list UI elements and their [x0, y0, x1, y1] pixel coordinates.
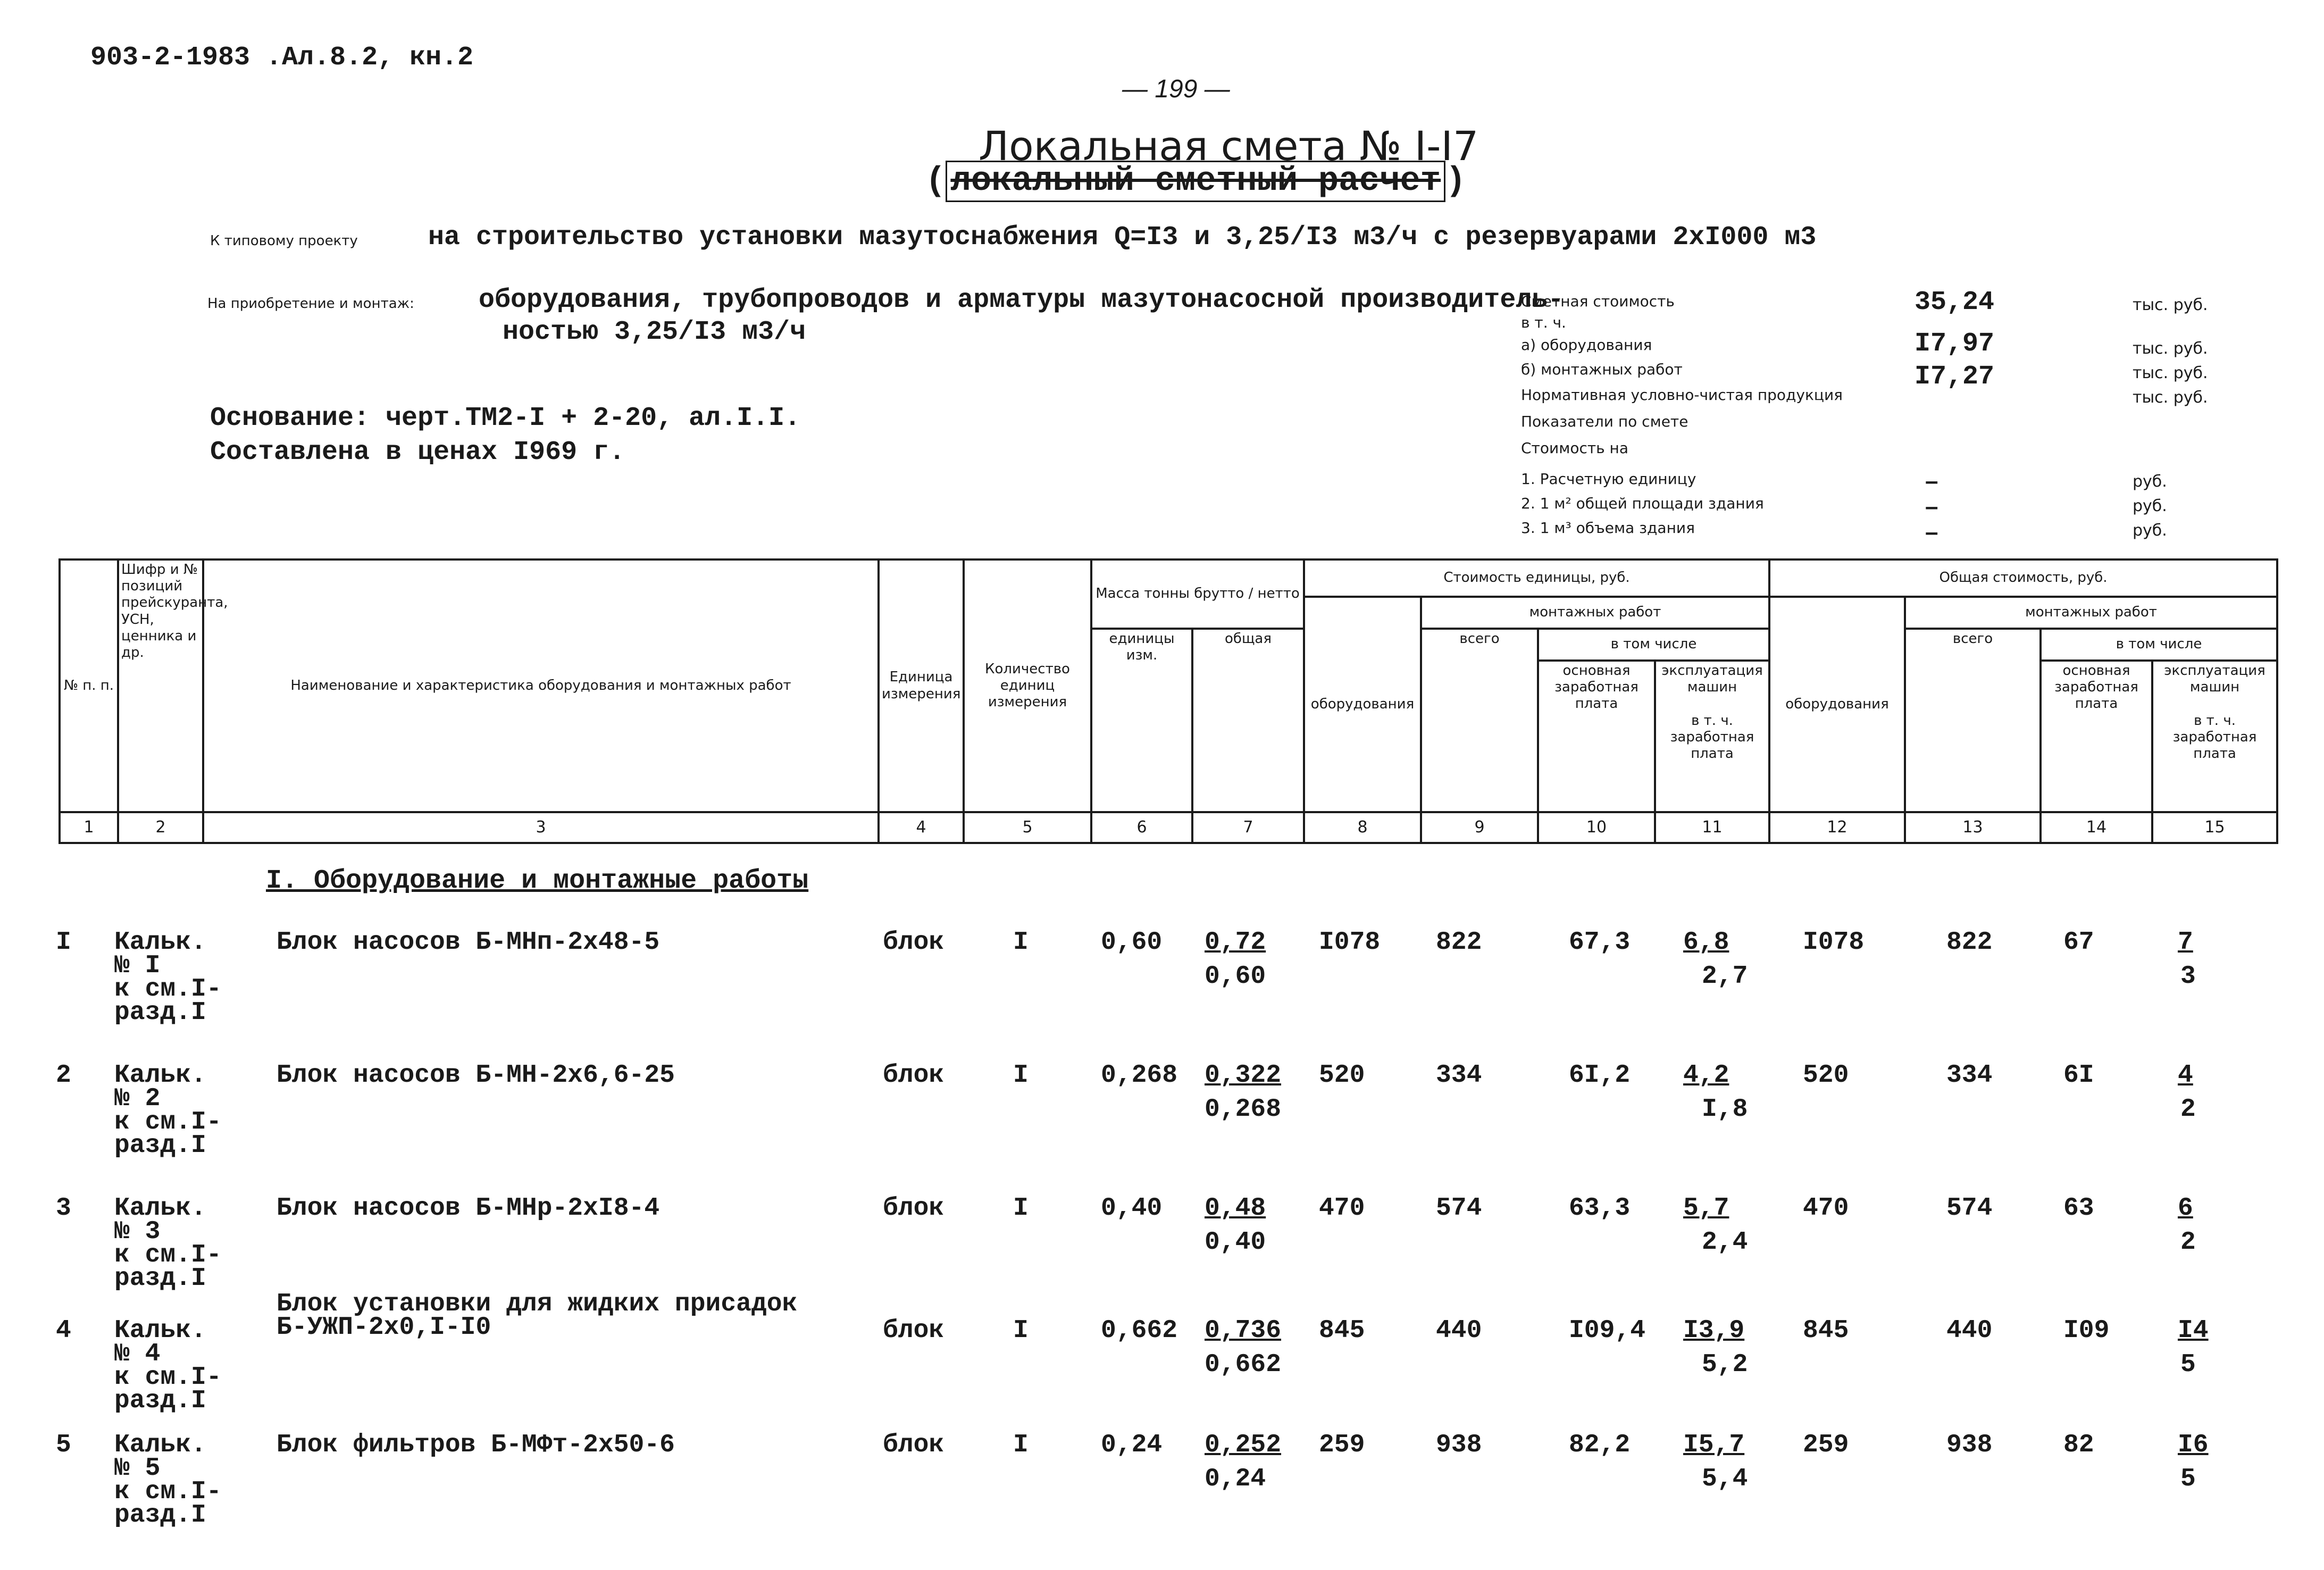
- page-subtitle: ( локальный сметный расчет ): [925, 162, 1466, 201]
- col-header-total-wage: основная заработная плата: [2041, 661, 2152, 812]
- col-header-mass-unit: единицы изм.: [1091, 629, 1192, 812]
- col-header-total-all: всего: [1905, 629, 2041, 812]
- including-label: в т. ч.: [1521, 314, 1566, 331]
- row-name: Блок насосов Б-МН-2х6,6-25: [277, 1061, 675, 1090]
- row-code-line: № 3: [114, 1217, 161, 1246]
- row-code-line: разд.I: [114, 1131, 206, 1160]
- row-equipment-cost: 520: [1319, 1061, 1365, 1090]
- per-area-label: 2. 1 м² общей площади здания: [1521, 495, 1764, 512]
- col-header-including: в том числе: [1538, 629, 1769, 661]
- col-header-name: Наименование и характеристика оборудования и монтажных работ: [203, 559, 879, 812]
- col-num: 8: [1304, 812, 1421, 843]
- row-mass-total-net: 0,60: [1205, 962, 1266, 991]
- row-wage: 82,2: [1569, 1431, 1631, 1459]
- row-quantity: I: [1013, 1431, 1029, 1459]
- row-machine: 5,7: [1683, 1194, 1729, 1223]
- row-quantity: I: [1013, 928, 1029, 957]
- row-install-all: 574: [1436, 1194, 1482, 1223]
- row-name: Блок насосов Б-МНр-2хI8-4: [277, 1194, 660, 1223]
- row-total-machine-wage: 3: [2180, 962, 2196, 991]
- col-num: 6: [1091, 812, 1192, 843]
- row-code-line: к см.I-: [114, 1477, 222, 1506]
- row-mass-unit: 0,60: [1101, 928, 1163, 957]
- col-num: 2: [118, 812, 203, 843]
- row-total-machine: 4: [2178, 1061, 2193, 1090]
- col-num: 3: [203, 812, 879, 843]
- row-quantity: I: [1013, 1194, 1029, 1223]
- row-install-all: 822: [1436, 928, 1482, 957]
- col-header-wage: основная заработная плата: [1538, 661, 1655, 812]
- page-number: — 199 —: [1122, 75, 1230, 103]
- col-header-machine: [1655, 661, 1769, 812]
- row-code-line: разд.I: [114, 998, 206, 1027]
- row-total-equipment: 259: [1803, 1431, 1849, 1459]
- row-mass-total-gross: 0,322: [1205, 1061, 1282, 1090]
- row-code-line: разд.I: [114, 1501, 206, 1530]
- row-code-line: № 5: [114, 1454, 161, 1483]
- row-mass-total-net: 0,24: [1205, 1465, 1266, 1493]
- row-total-machine: I4: [2178, 1316, 2209, 1345]
- row-machine-wage: 5,2: [1702, 1350, 1748, 1379]
- col-num: 9: [1421, 812, 1538, 843]
- row-mass-total-net: 0,268: [1205, 1095, 1282, 1124]
- compiled-text: Составлена в ценах I969 г.: [210, 437, 625, 467]
- row-total-machine-wage: 5: [2180, 1465, 2196, 1493]
- row-mass-unit: 0,40: [1101, 1194, 1163, 1223]
- per-unit-unit: руб.: [2133, 472, 2167, 491]
- row-name: Блок установки для жидких присадок: [277, 1290, 798, 1318]
- row-total-equipment: I078: [1803, 928, 1865, 957]
- per-unit-label: 1. Расчетную единицу: [1521, 470, 1696, 488]
- row-code-line: разд.I: [114, 1387, 206, 1415]
- estimated-cost-value: 35,24: [1915, 287, 1995, 318]
- row-code-line: к см.I-: [114, 975, 222, 1004]
- row-total-wage: 6I: [2063, 1061, 2094, 1090]
- row-unit: блок: [883, 1431, 944, 1459]
- row-total-wage: I09: [2063, 1316, 2110, 1345]
- normative-label: Нормативная условно-чистая продукция: [1521, 386, 1843, 404]
- installation-cost-unit: тыс. руб.: [2133, 364, 2208, 382]
- row-number: 3: [56, 1194, 71, 1223]
- col-num: 10: [1538, 812, 1655, 843]
- row-number: I: [56, 928, 71, 957]
- row-code-line: к см.I-: [114, 1108, 222, 1137]
- row-machine-wage: 5,4: [1702, 1465, 1748, 1493]
- estimated-cost-label: Сметная стоимость: [1521, 293, 1675, 310]
- row-equipment-cost: 845: [1319, 1316, 1365, 1345]
- row-machine: 4,2: [1683, 1061, 1729, 1090]
- row-number: 5: [56, 1431, 71, 1459]
- purchase-label: На приобретение и монтаж:: [207, 296, 414, 312]
- row-number: 4: [56, 1316, 71, 1345]
- per-unit-dash: –: [1925, 468, 1938, 494]
- equipment-cost-value: I7,97: [1915, 329, 1995, 359]
- per-volume-label: 3. 1 м³ объема здания: [1521, 519, 1695, 537]
- row-equipment-cost: 259: [1319, 1431, 1365, 1459]
- row-install-all: 938: [1436, 1431, 1482, 1459]
- row-equipment-cost: I078: [1319, 928, 1381, 957]
- row-code-line: Кальк.: [114, 1194, 206, 1223]
- total-machine-label: эксплуатация машин: [2164, 663, 2266, 696]
- col-header-installation: монтажных работ: [1421, 597, 1769, 629]
- row-total-all: 334: [1946, 1061, 1993, 1090]
- col-num: 14: [2041, 812, 2152, 843]
- row-code-line: Кальк.: [114, 928, 206, 957]
- row-mass-unit: 0,662: [1101, 1316, 1178, 1345]
- col-header-equipment: оборудования: [1304, 597, 1421, 812]
- row-total-wage: 82: [2063, 1431, 2094, 1459]
- project-label: К типовому проекту: [210, 233, 358, 249]
- row-mass-total-gross: 0,48: [1205, 1194, 1266, 1223]
- installation-cost-value: I7,27: [1915, 362, 1995, 392]
- col-header-total-machine: [2152, 661, 2277, 812]
- row-total-all: 440: [1946, 1316, 1993, 1345]
- row-unit: блок: [883, 1316, 944, 1345]
- row-total-all: 938: [1946, 1431, 1993, 1459]
- row-wage: 6I,2: [1569, 1061, 1631, 1090]
- row-wage: I09,4: [1569, 1316, 1646, 1345]
- row-code-line: разд.I: [114, 1264, 206, 1293]
- row-mass-total-gross: 0,736: [1205, 1316, 1282, 1345]
- row-wage: 63,3: [1569, 1194, 1631, 1223]
- row-machine: I5,7: [1683, 1431, 1745, 1459]
- col-header-unit-cost: Стоимость единицы, руб.: [1304, 559, 1769, 597]
- row-total-wage: 67: [2063, 928, 2094, 957]
- indicators-label: Показатели по смете: [1521, 413, 1688, 430]
- col-header-install-all: всего: [1421, 629, 1538, 812]
- row-code-line: № I: [114, 951, 161, 980]
- col-header-mass-total: общая: [1192, 629, 1304, 812]
- per-volume-dash: –: [1925, 519, 1938, 545]
- row-mass-total-gross: 0,72: [1205, 928, 1266, 957]
- per-volume-unit: руб.: [2133, 521, 2167, 540]
- section-title: I. Оборудование и монтажные работы: [266, 866, 809, 896]
- row-total-machine: 6: [2178, 1194, 2193, 1223]
- per-area-unit: руб.: [2133, 497, 2167, 515]
- col-header-code: Шифр и № позиций прейскуранта, УСН, ценника и др.: [118, 559, 203, 812]
- row-unit: блок: [883, 1061, 944, 1090]
- row-install-all: 334: [1436, 1061, 1482, 1090]
- estimated-cost-unit: тыс. руб.: [2133, 296, 2208, 314]
- col-header-total-installation: монтажных работ: [1905, 597, 2277, 629]
- row-mass-total-net: 0,662: [1205, 1350, 1282, 1379]
- purchase-line-1: оборудования, трубопроводов и арматуры мазутонасосной производитель-: [479, 285, 1564, 315]
- row-quantity: I: [1013, 1316, 1029, 1345]
- row-code-line: Кальк.: [114, 1316, 206, 1345]
- row-name: Блок насосов Б-МНп-2х48-5: [277, 928, 660, 957]
- machine-wage-label: в т. ч. заработная плата: [1670, 712, 1754, 762]
- col-header-total-including: в том числе: [2041, 629, 2277, 661]
- row-mass-total-gross: 0,252: [1205, 1431, 1282, 1459]
- col-header-total-cost: Общая стоимость, руб.: [1769, 559, 2277, 597]
- row-total-equipment: 520: [1803, 1061, 1849, 1090]
- row-equipment-cost: 470: [1319, 1194, 1365, 1223]
- cost-per-label: Стоимость на: [1521, 439, 1629, 457]
- per-area-dash: –: [1925, 494, 1938, 520]
- row-wage: 67,3: [1569, 928, 1631, 957]
- col-num: 4: [879, 812, 964, 843]
- row-machine-wage: 2,7: [1702, 962, 1748, 991]
- row-total-machine-wage: 2: [2180, 1095, 2196, 1124]
- col-num: 7: [1192, 812, 1304, 843]
- machine-label: эксплуатация машин: [1661, 663, 1763, 696]
- normative-unit: тыс. руб.: [2133, 388, 2208, 407]
- page-title: Локальная смета № I-I7: [979, 122, 1479, 170]
- row-unit: блок: [883, 928, 944, 957]
- row-code-line: к см.I-: [114, 1363, 222, 1392]
- col-header-total-equipment: оборудования: [1769, 597, 1905, 812]
- row-total-machine-wage: 5: [2180, 1350, 2196, 1379]
- row-mass-unit: 0,268: [1101, 1061, 1178, 1090]
- row-code-line: № 4: [114, 1340, 161, 1368]
- row-mass-total-net: 0,40: [1205, 1228, 1266, 1257]
- row-machine: 6,8: [1683, 928, 1729, 957]
- row-mass-unit: 0,24: [1101, 1431, 1163, 1459]
- equipment-cost-label: а) оборудования: [1521, 336, 1652, 354]
- row-machine-wage: 2,4: [1702, 1228, 1748, 1257]
- row-total-equipment: 845: [1803, 1316, 1849, 1345]
- col-header-unit: Единица измерения: [879, 559, 964, 812]
- purchase-line-2: ностью 3,25/I3 м3/ч: [503, 317, 806, 347]
- row-total-all: 574: [1946, 1194, 1993, 1223]
- row-code-line: Кальк.: [114, 1431, 206, 1459]
- row-name: Блок фильтров Б-МФт-2х50-6: [277, 1431, 675, 1459]
- row-quantity: I: [1013, 1061, 1029, 1090]
- col-num: 12: [1769, 812, 1905, 843]
- col-header-quantity: Количество единиц измерения: [964, 559, 1091, 812]
- row-code-line: к см.I-: [114, 1241, 222, 1270]
- table-header: [58, 558, 2276, 838]
- equipment-cost-unit: тыс. руб.: [2133, 339, 2208, 358]
- row-total-all: 822: [1946, 928, 1993, 957]
- col-header-mass: Масса тонны брутто / нетто: [1091, 559, 1304, 629]
- col-num: 15: [2152, 812, 2277, 843]
- row-machine: I3,9: [1683, 1316, 1745, 1345]
- row-install-all: 440: [1436, 1316, 1482, 1345]
- row-machine-wage: I,8: [1702, 1095, 1748, 1124]
- col-num: 11: [1655, 812, 1769, 843]
- basis-text: Основание: черт.ТМ2-I + 2-20, ал.I.I.: [210, 403, 801, 433]
- total-machine-wage-label: в т. ч. заработная плата: [2172, 712, 2257, 762]
- row-total-machine: 7: [2178, 928, 2193, 957]
- row-unit: блок: [883, 1194, 944, 1223]
- document-code: 903-2-1983 .Ал.8.2, кн.2: [90, 43, 474, 73]
- col-num: 1: [60, 812, 118, 843]
- row-total-wage: 63: [2063, 1194, 2094, 1223]
- row-number: 2: [56, 1061, 71, 1090]
- row-code-line: № 2: [114, 1084, 161, 1113]
- row-code-line: Кальк.: [114, 1061, 206, 1090]
- row-total-machine-wage: 2: [2180, 1228, 2196, 1257]
- row-total-equipment: 470: [1803, 1194, 1849, 1223]
- row-total-machine: I6: [2178, 1431, 2209, 1459]
- col-header-number: № п. п.: [60, 559, 118, 812]
- installation-cost-label: б) монтажных работ: [1521, 361, 1683, 378]
- col-num: 5: [964, 812, 1091, 843]
- subtitle-text: локальный сметный расчет: [946, 161, 1445, 202]
- project-value: на строительство установки мазутоснабжения Q=I3 и 3,25/I3 м3/ч с резервуарами 2хI000 м3: [428, 222, 1817, 253]
- row-name: Б-УЖП-2х0,I-I0: [277, 1313, 491, 1342]
- col-num: 13: [1905, 812, 2041, 843]
